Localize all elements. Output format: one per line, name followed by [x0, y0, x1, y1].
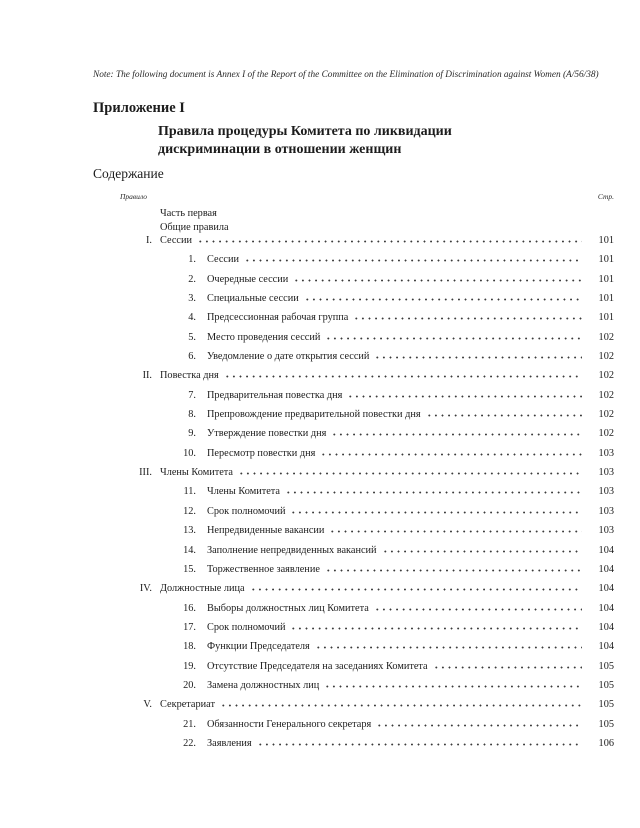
dot-leader	[285, 491, 582, 494]
document-title	[158, 123, 614, 159]
toc-entry-page: 101	[598, 293, 614, 305]
toc-row	[93, 641, 614, 660]
toc-entry-page: 102	[598, 331, 614, 343]
toc-entry-title: Предварительная повестка дня	[207, 389, 343, 401]
toc-entry-title: Повестка дня	[160, 370, 219, 382]
dot-leader	[325, 569, 582, 572]
toc-row	[93, 564, 614, 583]
document-title-line2: дискриминации в отношении женщин	[158, 142, 402, 157]
toc-entry-number: 18.	[183, 641, 196, 653]
toc-entry-title: Отсутствие Председателя на заседаниях Комитета	[207, 660, 428, 672]
toc-entry-number: 5.	[188, 331, 196, 343]
toc-entry-number: 11.	[183, 486, 196, 498]
toc-entry-title: Обязанности Генерального секретаря	[207, 718, 372, 730]
toc-entry-number: 10.	[183, 447, 196, 459]
toc-row	[93, 506, 614, 525]
toc-column-headers	[93, 193, 614, 201]
toc-row	[93, 622, 614, 641]
toc-row	[93, 699, 614, 718]
toc-entry-page: 105	[598, 660, 614, 672]
toc-entry-title: Срок полномочий	[207, 621, 286, 633]
toc-entry-page: 101	[598, 254, 614, 266]
dot-leader	[374, 608, 582, 611]
toc-row	[93, 293, 614, 312]
toc-row	[93, 235, 614, 254]
toc-entry-page: 103	[598, 505, 614, 517]
document-page	[93, 0, 614, 757]
toc-entry-number: IV.	[139, 583, 152, 595]
toc-entry-title: Секретариат	[160, 699, 215, 711]
dot-leader	[382, 550, 582, 553]
toc-entry-number: 3.	[188, 293, 196, 305]
toc-entry-page: 101	[598, 273, 614, 285]
dot-leader	[257, 743, 582, 746]
page-column-header: Стр.	[597, 192, 614, 201]
toc-entry-number: V.	[143, 699, 152, 711]
toc-entry-number: 16.	[183, 602, 196, 614]
document-note: Note: The following document is Annex I of the Report of the Committee on the Elimination of Discrimination against Women (A/56/38)	[93, 70, 599, 80]
toc-entry-number: 15.	[183, 563, 196, 575]
toc-entry-number: 21.	[183, 718, 196, 730]
toc-entry-number: III.	[139, 467, 152, 479]
toc-row	[93, 428, 614, 447]
toc-entry-page: 106	[598, 737, 614, 749]
toc-entry-page: 104	[598, 563, 614, 575]
toc-entry-title: Утверждение повестки дня	[207, 428, 327, 440]
toc-entry-title: Члены Комитета	[207, 486, 281, 498]
toc-entry-page: 102	[598, 389, 614, 401]
toc-entry-title: Сессии	[207, 254, 239, 266]
toc-entry-number: 17.	[183, 621, 196, 633]
toc-entry-title: Выборы должностных лиц Комитета	[207, 602, 369, 614]
toc-entry-page: 104	[598, 544, 614, 556]
toc-row	[93, 332, 614, 351]
toc-entry-title: Члены Комитета	[160, 467, 234, 479]
toc-entry-title: Замена должностных лиц	[207, 679, 320, 691]
dot-leader	[353, 317, 582, 320]
dot-leader	[376, 724, 582, 727]
toc-entry-page: 104	[598, 621, 614, 633]
toc-entry-page: 102	[598, 370, 614, 382]
toc-entry-title: Заполнение непредвиденных вакансий	[207, 544, 377, 556]
dot-leader	[433, 666, 582, 669]
dot-leader	[329, 530, 582, 533]
dot-leader	[290, 627, 582, 630]
toc-row	[93, 661, 614, 680]
toc-entry-title: Препровождение предварительной повестки дня	[207, 409, 421, 421]
toc-entry-page: 102	[598, 428, 614, 440]
toc-entry-page: 105	[598, 679, 614, 691]
part-heading	[160, 207, 614, 235]
toc-entry-number: I.	[145, 235, 152, 246]
part-heading-line1: Часть первая	[160, 208, 217, 219]
toc-entry-number: 1.	[188, 254, 196, 266]
toc-row	[93, 254, 614, 273]
toc-entry-title: Предсессионная рабочая группа	[207, 312, 349, 324]
toc-list	[93, 235, 614, 757]
toc-entry-title: Торжественное заявление	[207, 563, 320, 575]
toc-entry-page: 101	[598, 235, 614, 246]
toc-row	[93, 274, 614, 293]
toc-entry-title: Специальные сессии	[207, 293, 299, 305]
contents-heading: Содержание	[93, 166, 164, 181]
toc-row	[93, 583, 614, 602]
dot-leader	[250, 588, 582, 591]
toc-entry-number: II.	[142, 370, 152, 382]
toc-entry-title: Срок полномочий	[207, 505, 286, 517]
toc-entry-page: 105	[598, 718, 614, 730]
toc-entry-number: 13.	[183, 525, 196, 537]
toc-row	[93, 351, 614, 370]
dot-leader	[374, 356, 582, 359]
dot-leader	[220, 704, 582, 707]
dot-leader	[197, 240, 582, 243]
toc-row	[93, 486, 614, 505]
toc-entry-title: Уведомление о дате открытия сессий	[207, 351, 370, 363]
toc-entry-page: 104	[598, 641, 614, 653]
dot-leader	[320, 453, 582, 456]
dot-leader	[304, 298, 582, 301]
dot-leader	[238, 472, 582, 475]
rule-column-header: Правило	[120, 192, 148, 201]
toc-row	[93, 680, 614, 699]
toc-entry-number: 20.	[183, 679, 196, 691]
toc-row	[93, 719, 614, 738]
toc-row	[93, 738, 614, 757]
toc-entry-page: 101	[598, 312, 614, 324]
toc-entry-number: 6.	[188, 351, 196, 363]
toc-row	[93, 545, 614, 564]
dot-leader	[293, 279, 582, 282]
dot-leader	[426, 414, 582, 417]
toc-row	[93, 390, 614, 409]
toc-row	[93, 467, 614, 486]
toc-entry-title: Должностные лица	[160, 583, 245, 595]
toc-entry-page: 105	[598, 699, 614, 711]
dot-leader	[224, 375, 582, 378]
dot-leader	[244, 259, 582, 262]
toc-row	[93, 603, 614, 622]
toc-entry-title: Заявления	[207, 737, 252, 749]
toc-entry-page: 104	[598, 583, 614, 595]
toc-entry-number: 22.	[183, 737, 196, 749]
toc-entry-title: Непредвиденные вакансии	[207, 525, 325, 537]
toc-entry-title: Место проведения сессий	[207, 331, 321, 343]
part-heading-line2: Общие правила	[160, 222, 229, 233]
toc-entry-page: 103	[598, 447, 614, 459]
toc-entry-number: 7.	[188, 389, 196, 401]
dot-leader	[324, 685, 582, 688]
dot-leader	[347, 395, 582, 398]
toc-entry-title: Функции Председателя	[207, 641, 310, 653]
toc-entry-number: 14.	[183, 544, 196, 556]
toc-entry-page: 103	[598, 486, 614, 498]
dot-leader	[290, 511, 582, 514]
toc-entry-title: Очередные сессии	[207, 273, 289, 285]
toc-entry-number: 2.	[188, 273, 196, 285]
toc-entry-page: 102	[598, 409, 614, 421]
toc-entry-number: 12.	[183, 505, 196, 517]
toc-row	[93, 312, 614, 331]
toc-entry-page: 103	[598, 525, 614, 537]
toc-row	[93, 448, 614, 467]
dot-leader	[325, 337, 582, 340]
toc-entry-number: 8.	[188, 409, 196, 421]
toc-entry-number: 19.	[183, 660, 196, 672]
toc-entry-page: 102	[598, 351, 614, 363]
toc-row	[93, 525, 614, 544]
toc-row	[93, 370, 614, 389]
dot-leader	[315, 646, 582, 649]
dot-leader	[331, 433, 582, 436]
toc-entry-number: 4.	[188, 312, 196, 324]
toc-row	[93, 409, 614, 428]
toc-entry-number: 9.	[188, 428, 196, 440]
toc-entry-title: Пересмотр повестки дня	[207, 447, 316, 459]
toc-entry-page: 103	[598, 467, 614, 479]
toc-entry-title: Сессии	[160, 235, 192, 246]
annex-heading: Приложение I	[93, 100, 185, 116]
document-title-line1: Правила процедуры Комитета по ликвидации	[158, 124, 452, 139]
toc-entry-page: 104	[598, 602, 614, 614]
